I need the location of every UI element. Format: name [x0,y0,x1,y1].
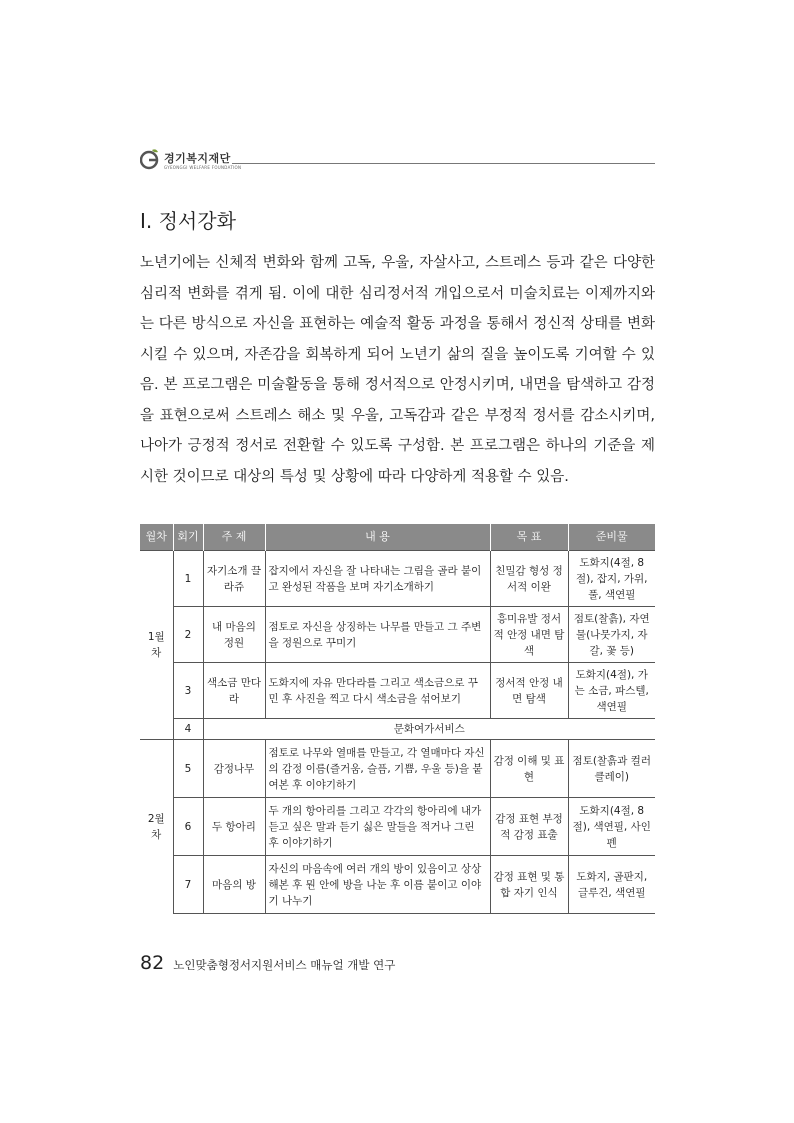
topic-cell: 감정나무 [203,740,265,798]
content-cell: 자신의 마음속에 여러 개의 방이 있음이고 상상해본 후 뭔 안에 방을 나눈 후 이름 붙이고 이야기 나누기 [265,856,490,914]
session-cell: 1 [173,551,203,607]
goal-cell: 감정 이해 및 표현 [490,740,568,798]
materials-cell: 도화지, 골판지, 글루건, 색연필 [568,856,655,914]
topic-cell: 자기소개 끌라쥬 [203,551,265,607]
goal-cell: 흥미유발 정서적 안정 내면 탐색 [490,607,568,663]
content-cell: 잡지에서 자신을 잘 나타내는 그림을 골라 붙이고 완성된 작품을 보며 자기소개하기 [265,551,490,607]
topic-cell: 문화여가서비스 [203,719,655,740]
header-session: 회기 [173,524,203,551]
materials-cell: 점토(찰흙과 컬러클레이) [568,740,655,798]
header-topic: 주 제 [203,524,265,551]
section-title: Ⅰ. 정서강화 [140,209,236,233]
session-cell: 7 [173,856,203,914]
month-cell: 1월차 [140,551,173,740]
page-header [140,148,655,176]
table-header-row [140,524,655,551]
header-divider [232,163,655,164]
materials-cell: 도화지(4절), 가는 소금, 파스텔, 색연필 [568,663,655,719]
table-row [140,551,655,607]
page-number: 82 [140,952,165,974]
goal-cell: 정서적 안정 내면 탐색 [490,663,568,719]
content-cell: 점토로 나무와 열매를 만들고, 각 열매마다 자신의 감정 이름(즐거움, 슬픔, 기쁨, 우울 등)을 붙여본 후 이야기하기 [265,740,490,798]
goal-cell: 감정 표현 및 통합 자기 인식 [490,856,568,914]
table-row [140,663,655,719]
table-row [140,607,655,663]
topic-cell: 색소금 만다라 [203,663,265,719]
table-row [140,719,655,740]
topic-cell: 두 항아리 [203,798,265,856]
goal-cell: 감정 표현 부정적 감정 표출 [490,798,568,856]
logo-subtitle: GYEONGGI WELFARE FOUNDATION [164,165,242,170]
body-paragraph: 노년기에는 신체적 변화와 함께 고독, 우울, 자살사고, 스트레스 등과 같은 다양한 심리적 변화를 겪게 됨. 이에 대한 심리정서적 개입으로서 미술치료는 이제까지와는 다른 방식으로 자신을 표현하는 예술적 활동 과정을 통해서 정신적 상태를 변화시킬 수 있으며, 자존감을 회복하게 되어 노년기 삶의 질을 높이도록 기여할 수 있음. 본 프로그램은 미술활동을 통해 정서적으로 안정시키며, 내면을 탐색하고 감정을 표현으로써 스트레스 해소 및 우울, 고독감과 같은 부정적 정서를 감소시키며, 나아가 긍정적 정서로 전환할 수 있도록 구성함. 본 프로그램은 하나의 기준을 제시한 것이므로 대상의 특성 및 상황에 따라 다양하게 적용할 수 있음. [140,255,655,485]
table-row [140,798,655,856]
table-row [140,856,655,914]
content-cell: 도화지에 자유 만다라를 그리고 색소금으로 꾸민 후 사진을 찍고 다시 색소금을 섞어보기 [265,663,490,719]
header-month: 월차 [140,524,173,551]
materials-cell: 점토(찰흙), 자연물(나뭇가지, 자갈, 꽃 등) [568,607,655,663]
session-cell: 4 [173,719,203,740]
topic-cell: 마음의 방 [203,856,265,914]
header-content: 내 용 [265,524,490,551]
content-cell: 두 개의 항아리를 그리고 각각의 항아리에 내가 듣고 싶은 말과 듣기 싫은 말들을 적거나 그린 후 이야기하기 [265,798,490,856]
logo-text: 경기복지재단 [164,152,231,165]
table-row [140,740,655,798]
foundation-logo-icon [140,148,160,170]
goal-cell: 친밀감 형성 정서적 이완 [490,551,568,607]
program-table [140,524,655,914]
topic-cell: 내 마음의 정원 [203,607,265,663]
page-footer [140,952,395,974]
header-materials: 준비물 [568,524,655,551]
month-cell: 2월차 [140,740,173,914]
session-cell: 5 [173,740,203,798]
content-cell: 점토로 자신을 상징하는 나무를 만들고 그 주변을 정원으로 꾸미기 [265,607,490,663]
materials-cell: 도화지(4절, 8절), 잡지, 가위, 풀, 색연필 [568,551,655,607]
materials-cell: 도화지(4절, 8절), 색연필, 사인펜 [568,798,655,856]
footer-title: 노인맞춤형정서지원서비스 매뉴얼 개발 연구 [173,958,396,972]
header-goal: 목 표 [490,524,568,551]
session-cell: 3 [173,663,203,719]
session-cell: 2 [173,607,203,663]
session-cell: 6 [173,798,203,856]
